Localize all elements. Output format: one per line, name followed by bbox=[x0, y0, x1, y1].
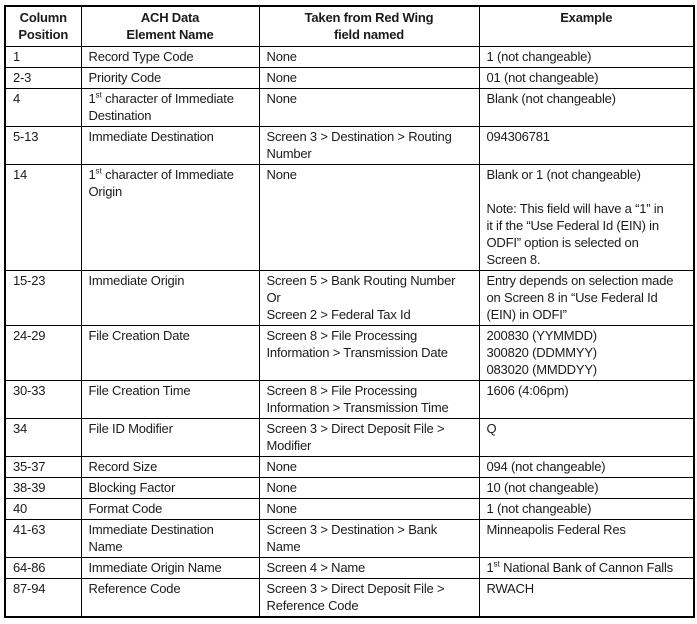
cell-position: 40 bbox=[5, 499, 81, 520]
cell-element-name: File Creation Date bbox=[81, 326, 259, 381]
cell-element-name: Immediate Origin Name bbox=[81, 558, 259, 579]
cell-red-wing-field: None bbox=[259, 457, 479, 478]
cell-example: 1 (not changeable) bbox=[479, 499, 694, 520]
cell-element-name: 1st character of Immediate Origin bbox=[81, 165, 259, 271]
cell-position: 24-29 bbox=[5, 326, 81, 381]
cell-position: 14 bbox=[5, 165, 81, 271]
cell-red-wing-field: None bbox=[259, 165, 479, 271]
cell-red-wing-field: Screen 3 > Destination > Routing Number bbox=[259, 127, 479, 165]
cell-red-wing-field: Screen 4 > Name bbox=[259, 558, 479, 579]
column-header-position: Column Position bbox=[5, 6, 81, 47]
cell-element-name: Immediate Origin bbox=[81, 271, 259, 326]
table-header-row bbox=[5, 6, 694, 47]
cell-example: 1 (not changeable) bbox=[479, 47, 694, 68]
column-header-element-name: ACH Data Element Name bbox=[81, 6, 259, 47]
cell-element-name: Format Code bbox=[81, 499, 259, 520]
cell-position: 35-37 bbox=[5, 457, 81, 478]
cell-example: 094306781 bbox=[479, 127, 694, 165]
cell-example: 10 (not changeable) bbox=[479, 478, 694, 499]
cell-element-name: 1st character of Immediate Destination bbox=[81, 89, 259, 127]
cell-element-name: Priority Code bbox=[81, 68, 259, 89]
cell-element-name: Blocking Factor bbox=[81, 478, 259, 499]
cell-position: 41-63 bbox=[5, 520, 81, 558]
table-row bbox=[5, 326, 694, 381]
cell-red-wing-field: None bbox=[259, 47, 479, 68]
cell-position: 1 bbox=[5, 47, 81, 68]
cell-position: 2-3 bbox=[5, 68, 81, 89]
table-row bbox=[5, 499, 694, 520]
cell-example: Q bbox=[479, 419, 694, 457]
cell-example: Minneapolis Federal Res bbox=[479, 520, 694, 558]
table-row bbox=[5, 558, 694, 579]
cell-example: RWACH bbox=[479, 579, 694, 618]
cell-example: Blank (not changeable) bbox=[479, 89, 694, 127]
cell-red-wing-field: Screen 5 > Bank Routing Number Or Screen 2 > Federal Tax Id bbox=[259, 271, 479, 326]
table-row bbox=[5, 579, 694, 618]
cell-red-wing-field: None bbox=[259, 499, 479, 520]
cell-red-wing-field: Screen 3 > Direct Deposit File > Modifier bbox=[259, 419, 479, 457]
cell-position: 38-39 bbox=[5, 478, 81, 499]
cell-position: 64-86 bbox=[5, 558, 81, 579]
table-row bbox=[5, 457, 694, 478]
cell-element-name: Record Size bbox=[81, 457, 259, 478]
table-row bbox=[5, 89, 694, 127]
cell-red-wing-field: Screen 8 > File Processing Information > Transmission Time bbox=[259, 381, 479, 419]
table-row bbox=[5, 47, 694, 68]
table-body bbox=[5, 47, 694, 618]
table-row bbox=[5, 271, 694, 326]
cell-position: 30-33 bbox=[5, 381, 81, 419]
cell-example: Blank or 1 (not changeable) Note: This field will have a “1” in it if the “Use Federal Id (EIN) in ODFI” option is selected on Screen 8. bbox=[479, 165, 694, 271]
table-row bbox=[5, 165, 694, 271]
table-row bbox=[5, 68, 694, 89]
cell-example: Entry depends on selection made on Screen 8 in “Use Federal Id (EIN) in ODFI” bbox=[479, 271, 694, 326]
cell-position: 4 bbox=[5, 89, 81, 127]
cell-red-wing-field: None bbox=[259, 89, 479, 127]
column-header-example: Example bbox=[479, 6, 694, 47]
cell-element-name: File Creation Time bbox=[81, 381, 259, 419]
cell-red-wing-field: Screen 3 > Destination > Bank Name bbox=[259, 520, 479, 558]
cell-example: 094 (not changeable) bbox=[479, 457, 694, 478]
cell-element-name: Immediate Destination Name bbox=[81, 520, 259, 558]
cell-red-wing-field: Screen 3 > Direct Deposit File > Reference Code bbox=[259, 579, 479, 618]
cell-element-name: Immediate Destination bbox=[81, 127, 259, 165]
cell-red-wing-field: Screen 8 > File Processing Information > Transmission Date bbox=[259, 326, 479, 381]
cell-red-wing-field: None bbox=[259, 68, 479, 89]
column-header-red-wing-field: Taken from Red Wing field named bbox=[259, 6, 479, 47]
cell-element-name: Record Type Code bbox=[81, 47, 259, 68]
cell-position: 15-23 bbox=[5, 271, 81, 326]
cell-example: 1606 (4:06pm) bbox=[479, 381, 694, 419]
table-row bbox=[5, 520, 694, 558]
table-row bbox=[5, 381, 694, 419]
table-row bbox=[5, 127, 694, 165]
cell-example: 200830 (YYMMDD) 300820 (DDMMYY) 083020 (MMDDYY) bbox=[479, 326, 694, 381]
cell-element-name: Reference Code bbox=[81, 579, 259, 618]
cell-position: 34 bbox=[5, 419, 81, 457]
cell-example: 01 (not changeable) bbox=[479, 68, 694, 89]
cell-element-name: File ID Modifier bbox=[81, 419, 259, 457]
cell-position: 5-13 bbox=[5, 127, 81, 165]
cell-example: 1st National Bank of Cannon Falls bbox=[479, 558, 694, 579]
cell-position: 87-94 bbox=[5, 579, 81, 618]
table-row bbox=[5, 419, 694, 457]
cell-red-wing-field: None bbox=[259, 478, 479, 499]
ach-header-record-table bbox=[4, 5, 695, 618]
table-row bbox=[5, 478, 694, 499]
